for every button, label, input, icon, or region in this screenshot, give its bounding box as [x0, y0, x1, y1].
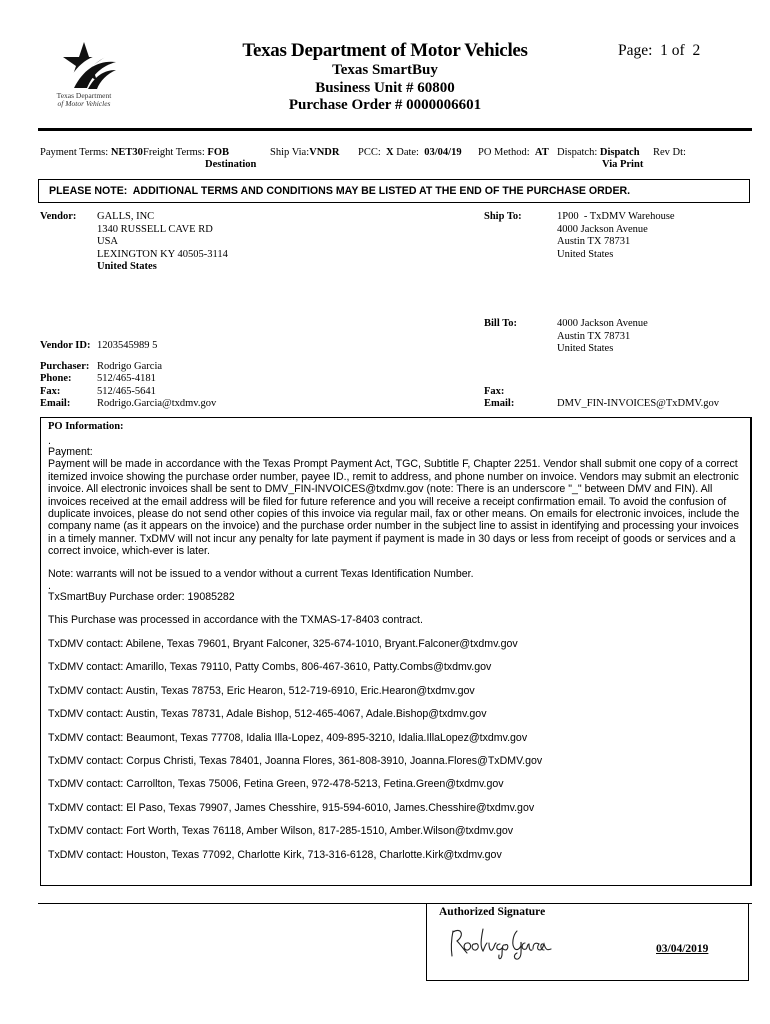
contact-item: TxDMV contact: El Paso, Texas 79907, James Chesshire, 915-594-6010, James.Chesshire@txdmv.gov — [48, 801, 535, 814]
ship-to-label: Ship To: — [484, 211, 522, 222]
payment-line: company name (as it appears on the invoice) and the purchase order number in the subject line to assist in identifying and processing your invoices — [48, 520, 739, 533]
payment-line: invoices received at the email address will be filed for future reference and you will receive a receipt confirmation email. To avoid the confusion of — [48, 495, 727, 508]
bill-to-label: Bill To: — [484, 318, 517, 329]
ship-to-line: 4000 Jackson Avenue — [557, 223, 648, 235]
freight-terms-label: Freight Terms: — [143, 147, 205, 158]
contact-list — [48, 638, 748, 861]
ship-to-line: Austin TX 78731 — [557, 236, 631, 247]
subtitle-po-number: Purchase Order # 0000006601 — [288, 97, 482, 113]
contact-item: TxDMV contact: Corpus Christi, Texas 78401, Joanna Flores, 361-808-3910, Joanna.Flores@TxDMV.gov — [48, 754, 543, 767]
purchaser-values — [97, 361, 216, 410]
vendor-id-label: Vendor ID: — [40, 340, 91, 351]
notice-text: PLEASE NOTE: ADDITIONAL TERMS AND CONDITIONS MAY BE LISTED AT THE END OF THE PURCHASE ORDER. — [49, 185, 631, 197]
payment-line: in a timely manner. TxDMV will not incur any penalty for late payment if payment is made in 30 days or less from receipt of goods or services and a — [48, 532, 736, 545]
vendor-line: USA — [97, 236, 119, 247]
dispatch-value2: Via Print — [602, 159, 644, 170]
bill-to-line: 4000 Jackson Avenue — [557, 318, 648, 329]
billing-email-label: Email: — [484, 398, 515, 410]
freight-terms-value2: Destination — [205, 159, 257, 170]
fax-label: Fax: — [40, 385, 61, 397]
contact-item: TxDMV contact: Austin, Texas 78731, Adale Bishop, 512-465-4067, Adale.Bishop@txdmv.gov — [48, 708, 487, 721]
contact-item: TxDMV contact: Beaumont, Texas 77708, Idalia Illa-Lopez, 409-895-3210, Idalia.IllaLopez@txdmv.gov — [48, 731, 528, 744]
phone-label: Phone: — [40, 373, 72, 385]
freight-terms-value: FOB — [207, 147, 229, 158]
ship-to-address — [557, 211, 675, 261]
purchaser-name: Rodrigo Garcia — [97, 361, 163, 372]
contact-item: TxDMV contact: Houston, Texas 77092, Charlotte Kirk, 713-316-6128, Charlotte.Kirk@txdmv.gov — [48, 848, 502, 861]
contract-note: This Purchase was processed in accordance with the TXMAS-17-8403 contract. — [48, 614, 423, 627]
billing-fax-label: Fax: — [484, 386, 505, 397]
payment-line: correct invoice, which-ever is later. — [48, 545, 210, 558]
vendor-address — [97, 211, 228, 274]
vendor-line: GALLS, INC — [97, 211, 155, 222]
po-method-label: PO Method: — [478, 147, 530, 158]
payment-line: invoice. All electronic invoices shall be sent to DMV_FIN-INVOICES@txdmv.gov (note: There is an underscore "_" between DMV and FIN). All — [48, 483, 713, 496]
subtitle-smartbuy: Texas SmartBuy — [332, 62, 438, 78]
purchaser-labels — [40, 361, 89, 410]
logo-line2: of Motor Vehicles — [57, 99, 111, 108]
ship-via-label: Ship Via: — [270, 147, 310, 158]
contact-item: TxDMV contact: Abilene, Texas 79601, Bryant Falconer, 325-674-1010, Bryant.Falconer@txdmv.gov — [48, 637, 518, 650]
subtitle-business-unit: Business Unit # 60800 — [315, 80, 455, 96]
contact-item: TxDMV contact: Carrollton, Texas 75006, Fetina Green, 972-478-5213, Fetina.Green@txdmv.gov — [48, 778, 504, 791]
ship-via — [270, 147, 339, 158]
vendor-line: 1340 RUSSELL CAVE RD — [97, 223, 213, 235]
po-info-title: PO Information: — [48, 421, 124, 432]
payment-heading: Payment: — [48, 446, 93, 458]
contact-item: TxDMV contact: Fort Worth, Texas 76118, Amber Wilson, 817-285-1510, Amber.Wilson@txdmv.gov — [48, 825, 514, 838]
payment-terms-value: NET30 — [110, 147, 143, 158]
dispatch — [557, 147, 640, 158]
payment-terms — [40, 147, 143, 158]
vendor-country: United States — [97, 261, 157, 272]
page-number: Page: 1 of 2 — [618, 42, 701, 59]
po-info-dot: . — [48, 435, 51, 447]
po-method — [478, 147, 549, 158]
payment-line: Payment will be made in accordance with the Texas Prompt Payment Act, TGC, Subtitle F, Chapter 2251. Vendor shall submit one copy of a correct — [48, 458, 738, 471]
notice-box — [38, 179, 750, 203]
ship-to-line: United States — [557, 248, 614, 260]
payment-terms-label: Payment Terms: — [40, 147, 109, 158]
billing-email-value[interactable]: DMV_FIN-INVOICES@TxDMV.gov — [557, 398, 720, 409]
warrants-note: Note: warrants will not be issued to a vendor without a current Texas Identification Number. — [48, 567, 474, 580]
bill-to-address — [557, 318, 648, 356]
bill-to-line: United States — [557, 343, 614, 354]
purchaser-label: Purchaser: — [40, 361, 90, 372]
handwritten-signature — [447, 923, 557, 963]
rev-dt-label: Rev Dt: — [653, 147, 686, 158]
po-info-dot: . — [48, 580, 51, 593]
contact-item: TxDMV contact: Amarillo, Texas 79110, Patty Combs, 806-467-3610, Patty.Combs@txdmv.gov — [48, 661, 492, 674]
document-title: Texas Department of Motor Vehicles — [242, 40, 528, 61]
po-info-box — [40, 417, 752, 886]
po-method-value: AT — [534, 147, 549, 158]
purchaser-phone: 512/465-4181 — [97, 373, 156, 385]
vendor-label: Vendor: — [40, 211, 77, 222]
pcc-value: X — [386, 147, 394, 158]
logo-line1: Texas Department — [56, 91, 112, 100]
dispatch-value: Dispatch — [599, 147, 640, 158]
bill-to-line: Austin TX 78731 — [557, 330, 631, 342]
purchaser-email[interactable]: Rodrigo.Garcia@txdmv.gov — [97, 397, 217, 409]
date-label: Date: — [396, 147, 419, 158]
email-label: Email: — [40, 397, 71, 409]
signature-box — [426, 903, 749, 981]
payment-paragraph — [48, 458, 748, 557]
vendor-id-value: 1203545989 5 — [97, 340, 158, 351]
smartbuy-po: TxSmartBuy Purchase order: 19085282 — [48, 591, 235, 604]
payment-line: duplicate invoices, please do not send other copies of this invoice via regular mail, fax or other means. On emails for electronic invoices, include the — [48, 508, 740, 521]
signature-label: Authorized Signature — [439, 906, 546, 918]
po-info-content — [48, 436, 748, 861]
signature-date: 03/04/2019 — [656, 943, 709, 955]
pcc-label: PCC: — [358, 147, 381, 158]
freight-terms — [143, 147, 229, 158]
contact-item: TxDMV contact: Austin, Texas 78753, Eric Hearon, 512-719-6910, Eric.Hearon@txdmv.gov — [48, 684, 475, 697]
date-value: 03/04/19 — [424, 147, 462, 158]
dispatch-label: Dispatch: — [557, 147, 598, 158]
billing-contact-labels — [484, 386, 514, 411]
vendor-line: LEXINGTON KY 40505-3114 — [97, 248, 228, 260]
ship-to-line: 1P00 - TxDMV Warehouse — [557, 211, 675, 222]
purchaser-fax: 512/465-5641 — [97, 385, 156, 397]
header-divider — [38, 128, 752, 131]
ship-via-value: VNDR — [309, 147, 340, 158]
pcc — [358, 147, 462, 158]
payment-line: itemized invoice showing the purchase order number, payee ID., remit to address, and phone number on invoice. Vendors may submit an electronic — [48, 470, 739, 483]
